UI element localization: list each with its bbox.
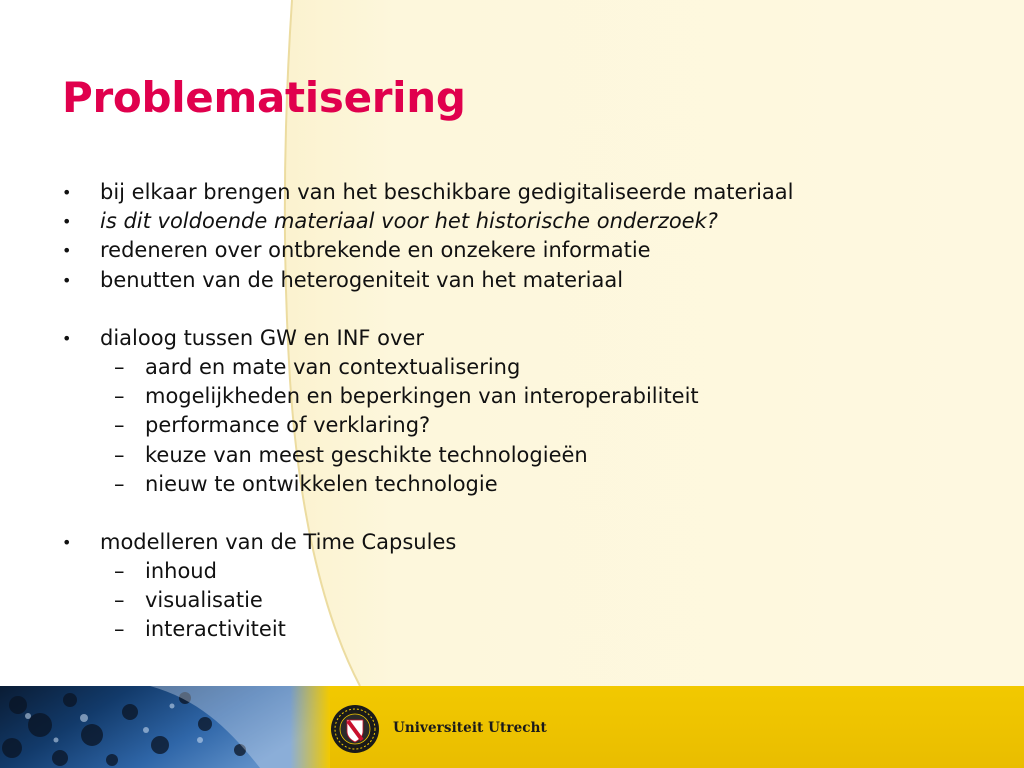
bullet-marker: •: [62, 212, 72, 232]
bullet-marker: •: [62, 241, 72, 261]
bullet-text: inhoud: [145, 559, 217, 584]
slide-content: [62, 178, 962, 645]
bullet-marker: •: [62, 532, 72, 552]
dash-marker: –: [114, 471, 125, 496]
bullet-item: [62, 266, 962, 295]
bullet-text: visualisatie: [145, 588, 263, 613]
university-name: Universiteit Utrecht: [393, 720, 547, 736]
bullet-text: mogelijkheden en beperkingen van interoperabiliteit: [145, 384, 699, 409]
bullet-text: aard en mate van contextualisering: [145, 354, 521, 379]
sub-bullet-item: [62, 615, 962, 644]
university-seal-icon: [330, 704, 380, 754]
bullet-marker: •: [62, 183, 72, 202]
bullet-text: interactiviteit: [145, 617, 286, 642]
sub-bullet-item: [62, 411, 962, 440]
bullet-item: [62, 178, 962, 207]
dash-marker: –: [114, 588, 125, 613]
bullet-text: benutten van de heterogeniteit van het materiaal: [100, 267, 624, 292]
slide-title: Problematisering: [62, 73, 466, 122]
bullet-item: [62, 528, 962, 557]
dash-marker: –: [114, 442, 125, 467]
bullet-item: [62, 236, 962, 265]
bullet-item: [62, 324, 962, 353]
sub-bullet-item: [62, 382, 962, 411]
bullet-text: nieuw te ontwikkelen technologie: [145, 471, 498, 496]
bullet-text: performance of verklaring?: [145, 413, 431, 438]
bullet-marker: •: [62, 270, 72, 290]
sub-bullet-item: [62, 586, 962, 615]
dash-marker: –: [114, 413, 125, 438]
bullet-text: keuze van meest geschikte technologieën: [145, 442, 588, 467]
bullet-marker: •: [62, 328, 72, 348]
dash-marker: –: [114, 384, 125, 409]
bullet-text: is dit voldoende materiaal voor het historische onderzoek?: [100, 209, 718, 234]
bullet-text: bij elkaar brengen van het beschikbare gedigitaliseerde materiaal: [100, 180, 794, 204]
bullet-text: redeneren over ontbrekende en onzekere informatie: [100, 238, 651, 263]
sub-bullet-item: [62, 470, 962, 499]
bullet-text: dialoog tussen GW en INF over: [100, 325, 425, 350]
sub-bullet-item: [62, 557, 962, 586]
dash-marker: –: [114, 617, 125, 642]
bullet-text: modelleren van de Time Capsules: [100, 529, 457, 554]
bullet-list: [62, 178, 962, 645]
bullet-item: [62, 207, 962, 236]
sub-bullet-item: [62, 441, 962, 470]
sub-bullet-item: [62, 353, 962, 382]
dash-marker: –: [114, 354, 125, 379]
dash-marker: –: [114, 559, 125, 584]
